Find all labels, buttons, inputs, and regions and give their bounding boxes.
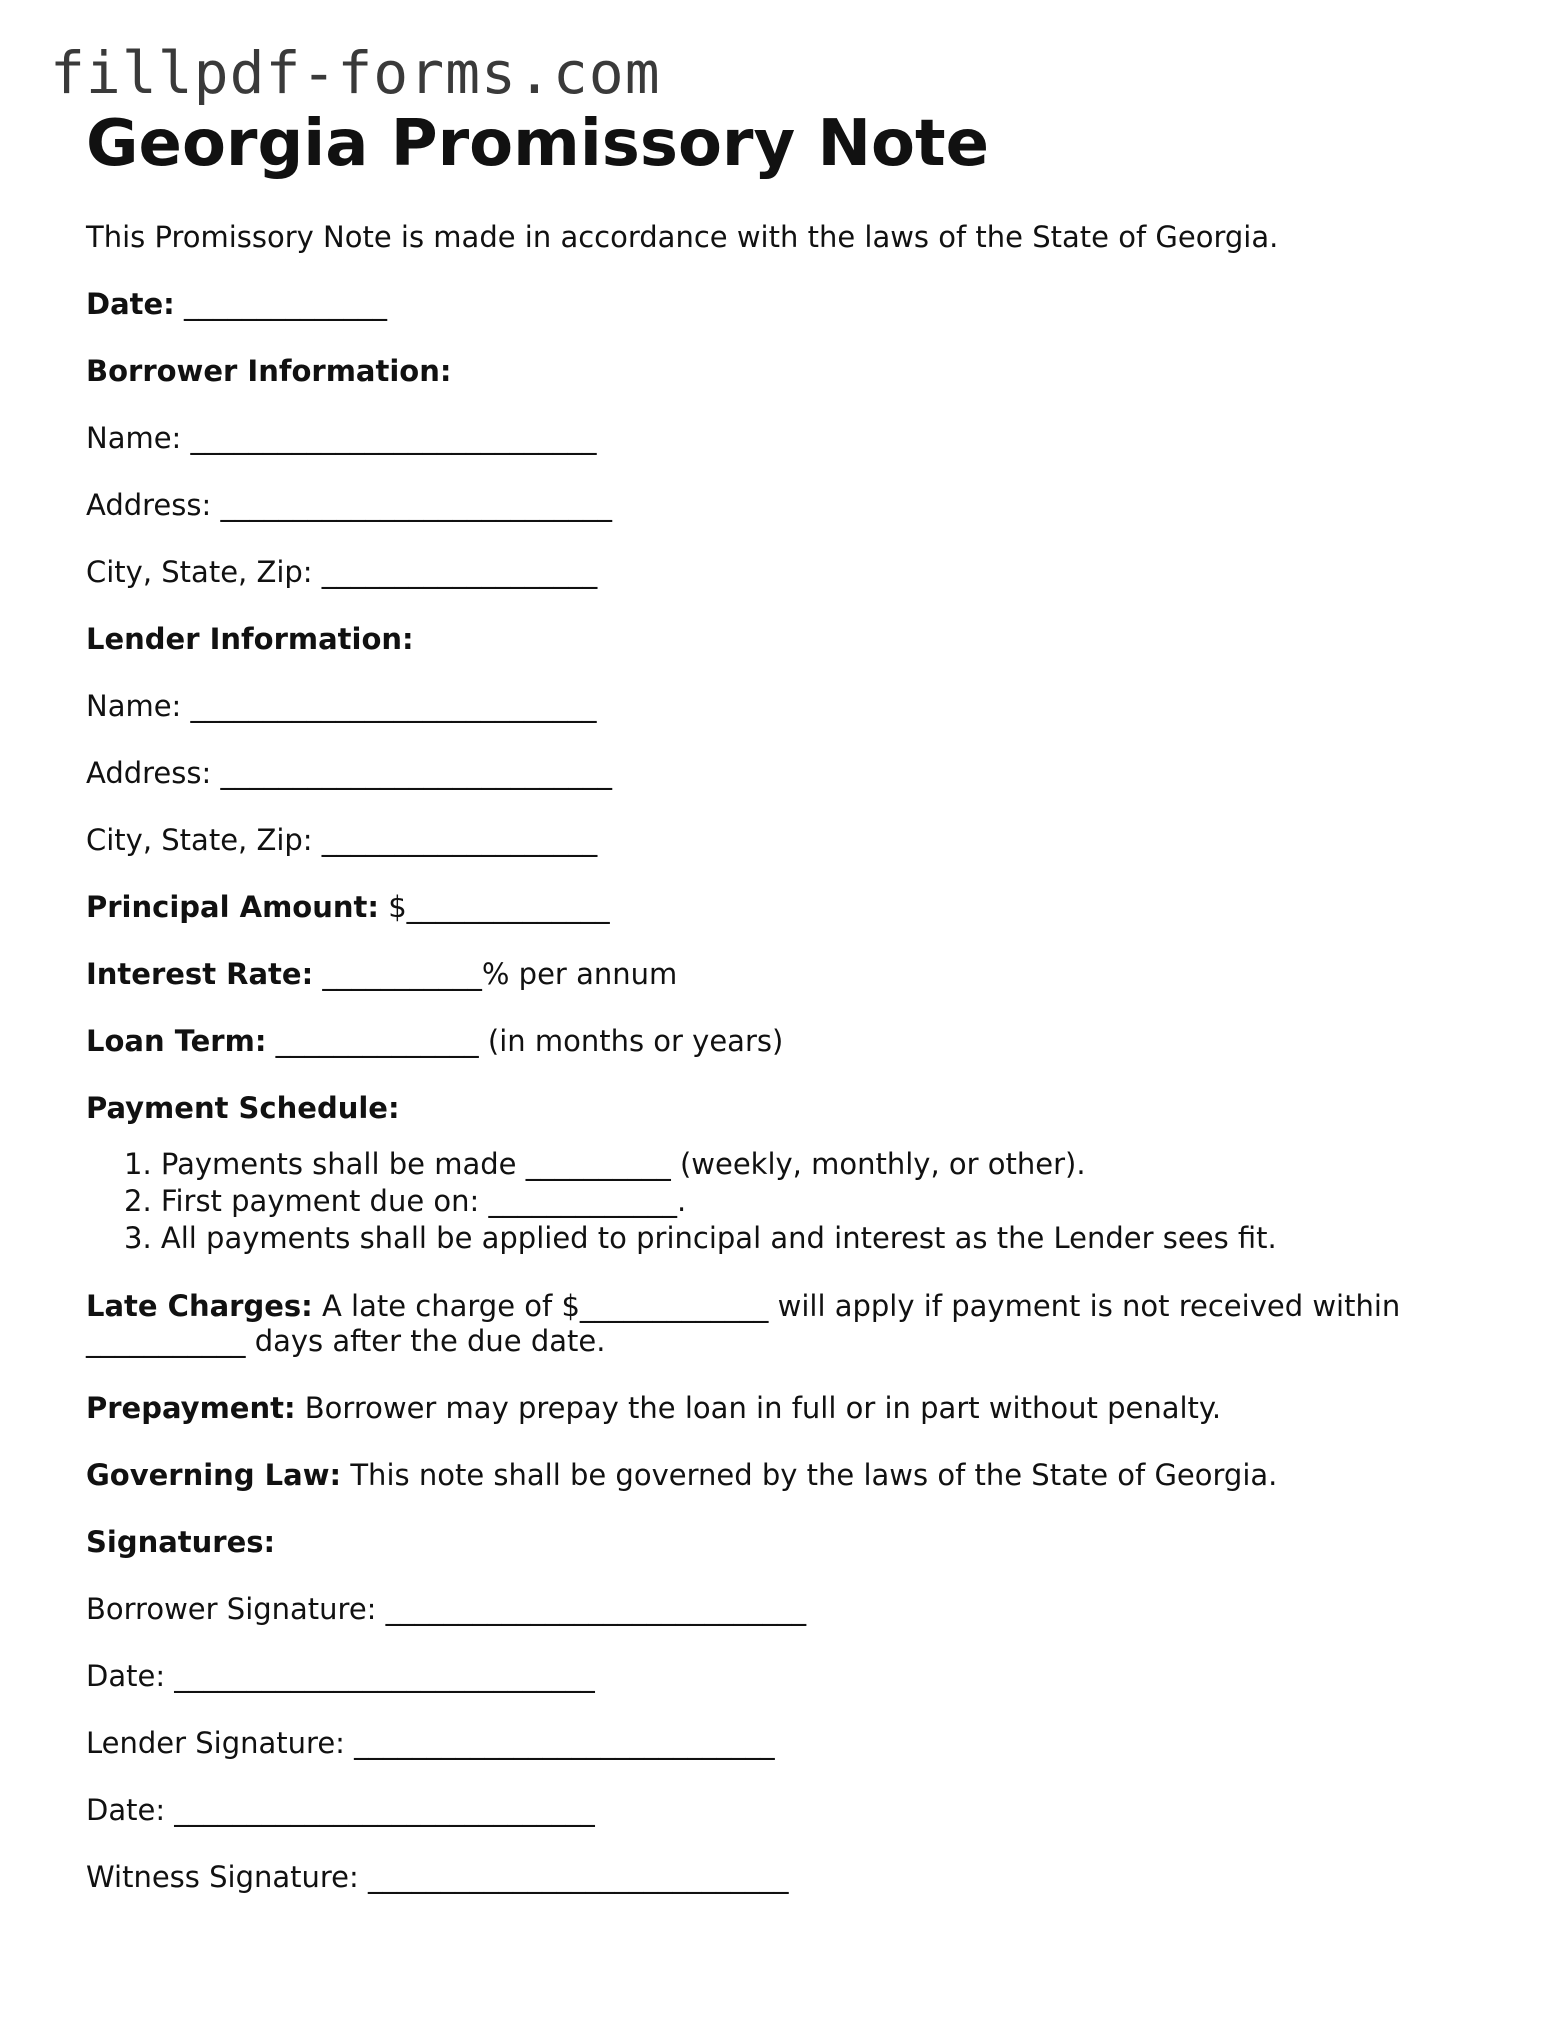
governing-label: Governing Law: (86, 1457, 342, 1492)
lender-heading: Lender Information: (86, 621, 414, 656)
prepayment (86, 1391, 1506, 1426)
prepayment-label: Prepayment: (86, 1390, 296, 1425)
page-title: Georgia Promissory Note (86, 107, 989, 181)
prepayment-text: Borrower may prepay the loan in full or in part without penalty. (295, 1390, 1222, 1425)
lender-name-field[interactable]: Name: ____________________________ (86, 688, 597, 723)
watermark: fillpdf-forms.com (50, 39, 661, 107)
signatures-heading: Signatures: (86, 1524, 276, 1559)
date-label: Date: (86, 286, 175, 321)
list-item: 3. All payments shall be applied to principal and interest as the Lender sees fit. (124, 1220, 1277, 1255)
borrower-signature-field[interactable]: Borrower Signature: _____________________________ (86, 1591, 807, 1626)
governing-text: This note shall be governed by the laws of the State of Georgia. (341, 1457, 1278, 1492)
date-field[interactable] (86, 287, 1506, 322)
lender-city-field[interactable]: City, State, Zip: ___________________ (86, 822, 598, 857)
list-item[interactable]: 2. First payment due on: _____________. (124, 1183, 687, 1218)
interest-label: Interest Rate: (86, 956, 314, 991)
principal-label: Principal Amount: (86, 889, 379, 924)
payment-heading: Payment Schedule: (86, 1090, 400, 1125)
borrower-address-field[interactable]: Address: ___________________________ (86, 487, 612, 522)
lender-date-field[interactable]: Date: _____________________________ (86, 1792, 595, 1827)
lender-address-field[interactable]: Address: ___________________________ (86, 755, 612, 790)
intro-text: This Promissory Note is made in accordance with the laws of the State of Georgia. (86, 219, 1279, 254)
term-label: Loan Term: (86, 1023, 267, 1058)
lender-signature-field[interactable]: Lender Signature: _____________________________ (86, 1725, 775, 1760)
late-label: Late Charges: (86, 1288, 313, 1323)
borrower-date-field[interactable]: Date: _____________________________ (86, 1658, 595, 1693)
late-charges[interactable] (86, 1289, 1506, 1359)
principal-field[interactable] (86, 890, 1506, 925)
borrower-heading: Borrower Information: (86, 353, 452, 388)
borrower-name-field[interactable]: Name: ____________________________ (86, 420, 597, 455)
interest-blank[interactable]: ___________% per annum (313, 956, 678, 991)
late-text[interactable]: A late charge of $_____________ will apply if payment is not received within ___________ days after the due date. (86, 1288, 1410, 1358)
principal-blank[interactable]: $______________ (378, 889, 610, 924)
borrower-city-field[interactable]: City, State, Zip: ___________________ (86, 554, 598, 589)
term-field[interactable] (86, 1024, 1506, 1059)
date-blank[interactable]: ______________ (174, 286, 387, 321)
interest-field[interactable] (86, 957, 1506, 992)
payment-list (86, 1146, 1506, 1257)
list-item[interactable]: 1. Payments shall be made __________ (weekly, monthly, or other). (124, 1146, 1086, 1181)
witness-signature-field[interactable]: Witness Signature: _____________________________ (86, 1859, 789, 1894)
governing-law (86, 1458, 1506, 1493)
term-blank[interactable]: ______________ (in months or years) (266, 1023, 784, 1058)
document-body (86, 108, 1506, 1927)
